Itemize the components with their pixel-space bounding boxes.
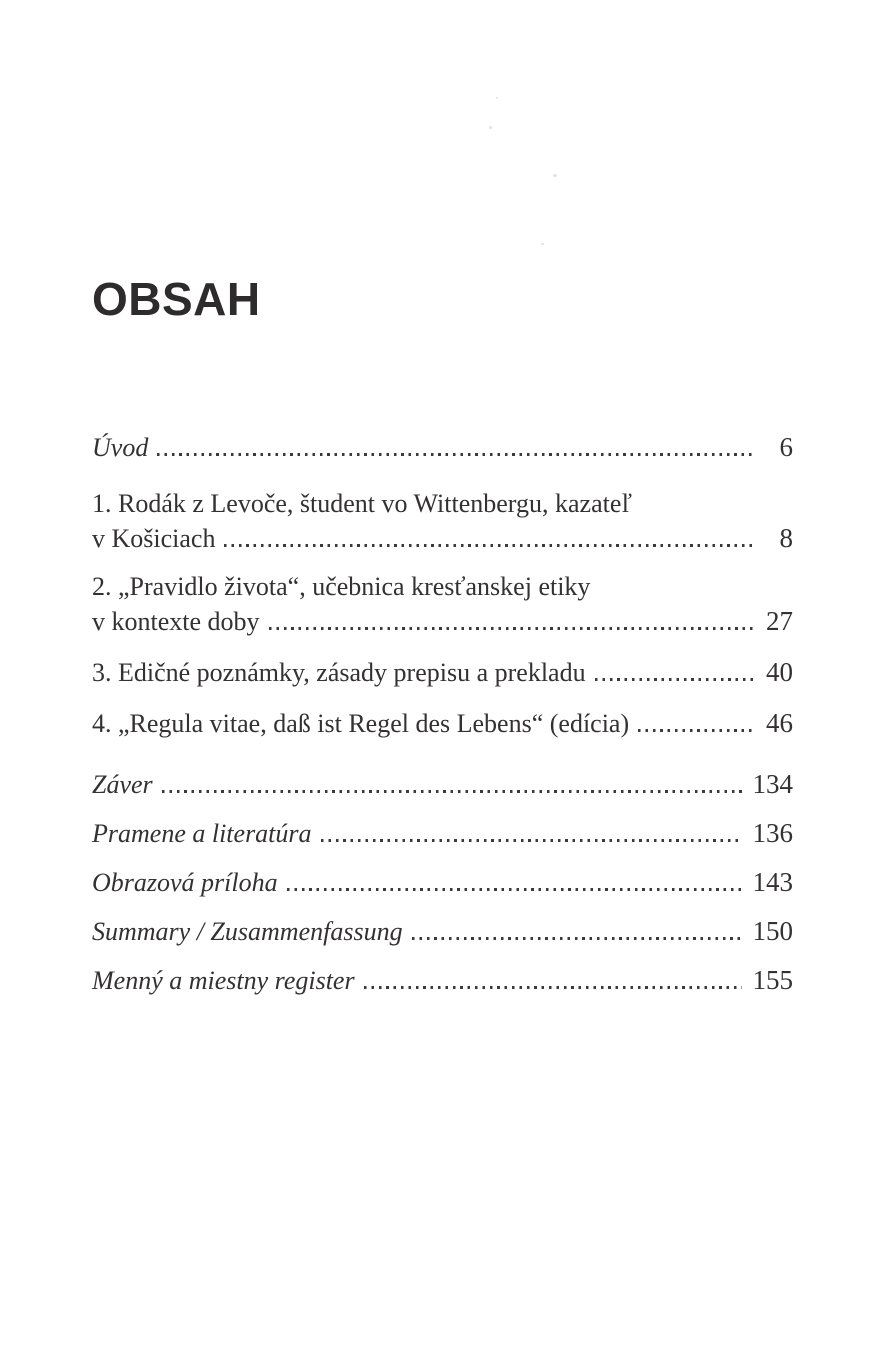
dot-leader [157,453,754,456]
toc-entry-pramene [92,816,793,851]
toc-page-number: 46 [766,708,793,738]
dot-leader [224,544,754,547]
toc-entry-1-line2 [92,521,793,556]
toc-entry-1-line1: 1. Rodák z Levoče, študent vo Wittenbergu, kazateľ [92,489,632,518]
toc-entry-label: Pramene a literatúra [92,819,312,848]
dot-leader [321,839,742,842]
toc-page-number: 27 [766,606,793,636]
toc-page-number: 150 [752,916,793,946]
toc-page-number: 136 [752,818,793,848]
toc-entry-2-line1: 2. „Pravidlo života“, učebnica kresťanskej etiky [92,572,591,601]
dot-leader [638,729,754,732]
page-content [92,0,793,998]
dot-leader [269,627,754,630]
dot-leader [162,790,742,793]
toc-entry-label: Obrazová príloha [92,868,278,897]
toc-entry-label: Úvod [92,433,149,462]
page-title: OBSAH [92,273,261,325]
toc-entry-obrazova [92,865,793,900]
table-of-contents [92,430,793,998]
toc-entry-register [92,963,793,998]
toc-entry-3 [92,655,793,690]
toc-entry-label: Menný a miestny register [92,966,355,995]
toc-entry-uvod [92,430,793,465]
toc-entry-summary [92,914,793,949]
toc-entry-2-line2 [92,604,793,639]
toc-page-number: 6 [779,432,793,462]
toc-entry-label: Záver [92,770,153,799]
dot-leader [595,678,754,681]
dot-leader [364,986,742,989]
toc-entry-label: 3. Edičné poznámky, zásady prepisu a prekladu [92,658,586,687]
toc-page-number: 40 [766,657,793,687]
toc-entry-label: v kontexte doby [92,607,260,636]
toc-entry-4 [92,706,793,741]
toc-entry-label: 4. „Regula vitae, daß ist Regel des Lebens“ (edícia) [92,709,630,738]
toc-page-number: 8 [779,523,793,553]
toc-page-number: 134 [752,769,793,799]
toc-page-number: 155 [752,965,793,995]
toc-entry-label: v Košiciach [92,524,216,553]
toc-entry-label: Summary / Zusammenfassung [92,917,403,946]
toc-entry-zaver [92,767,793,802]
toc-page-number: 143 [752,867,793,897]
dot-leader [412,937,742,940]
dot-leader [287,888,742,891]
